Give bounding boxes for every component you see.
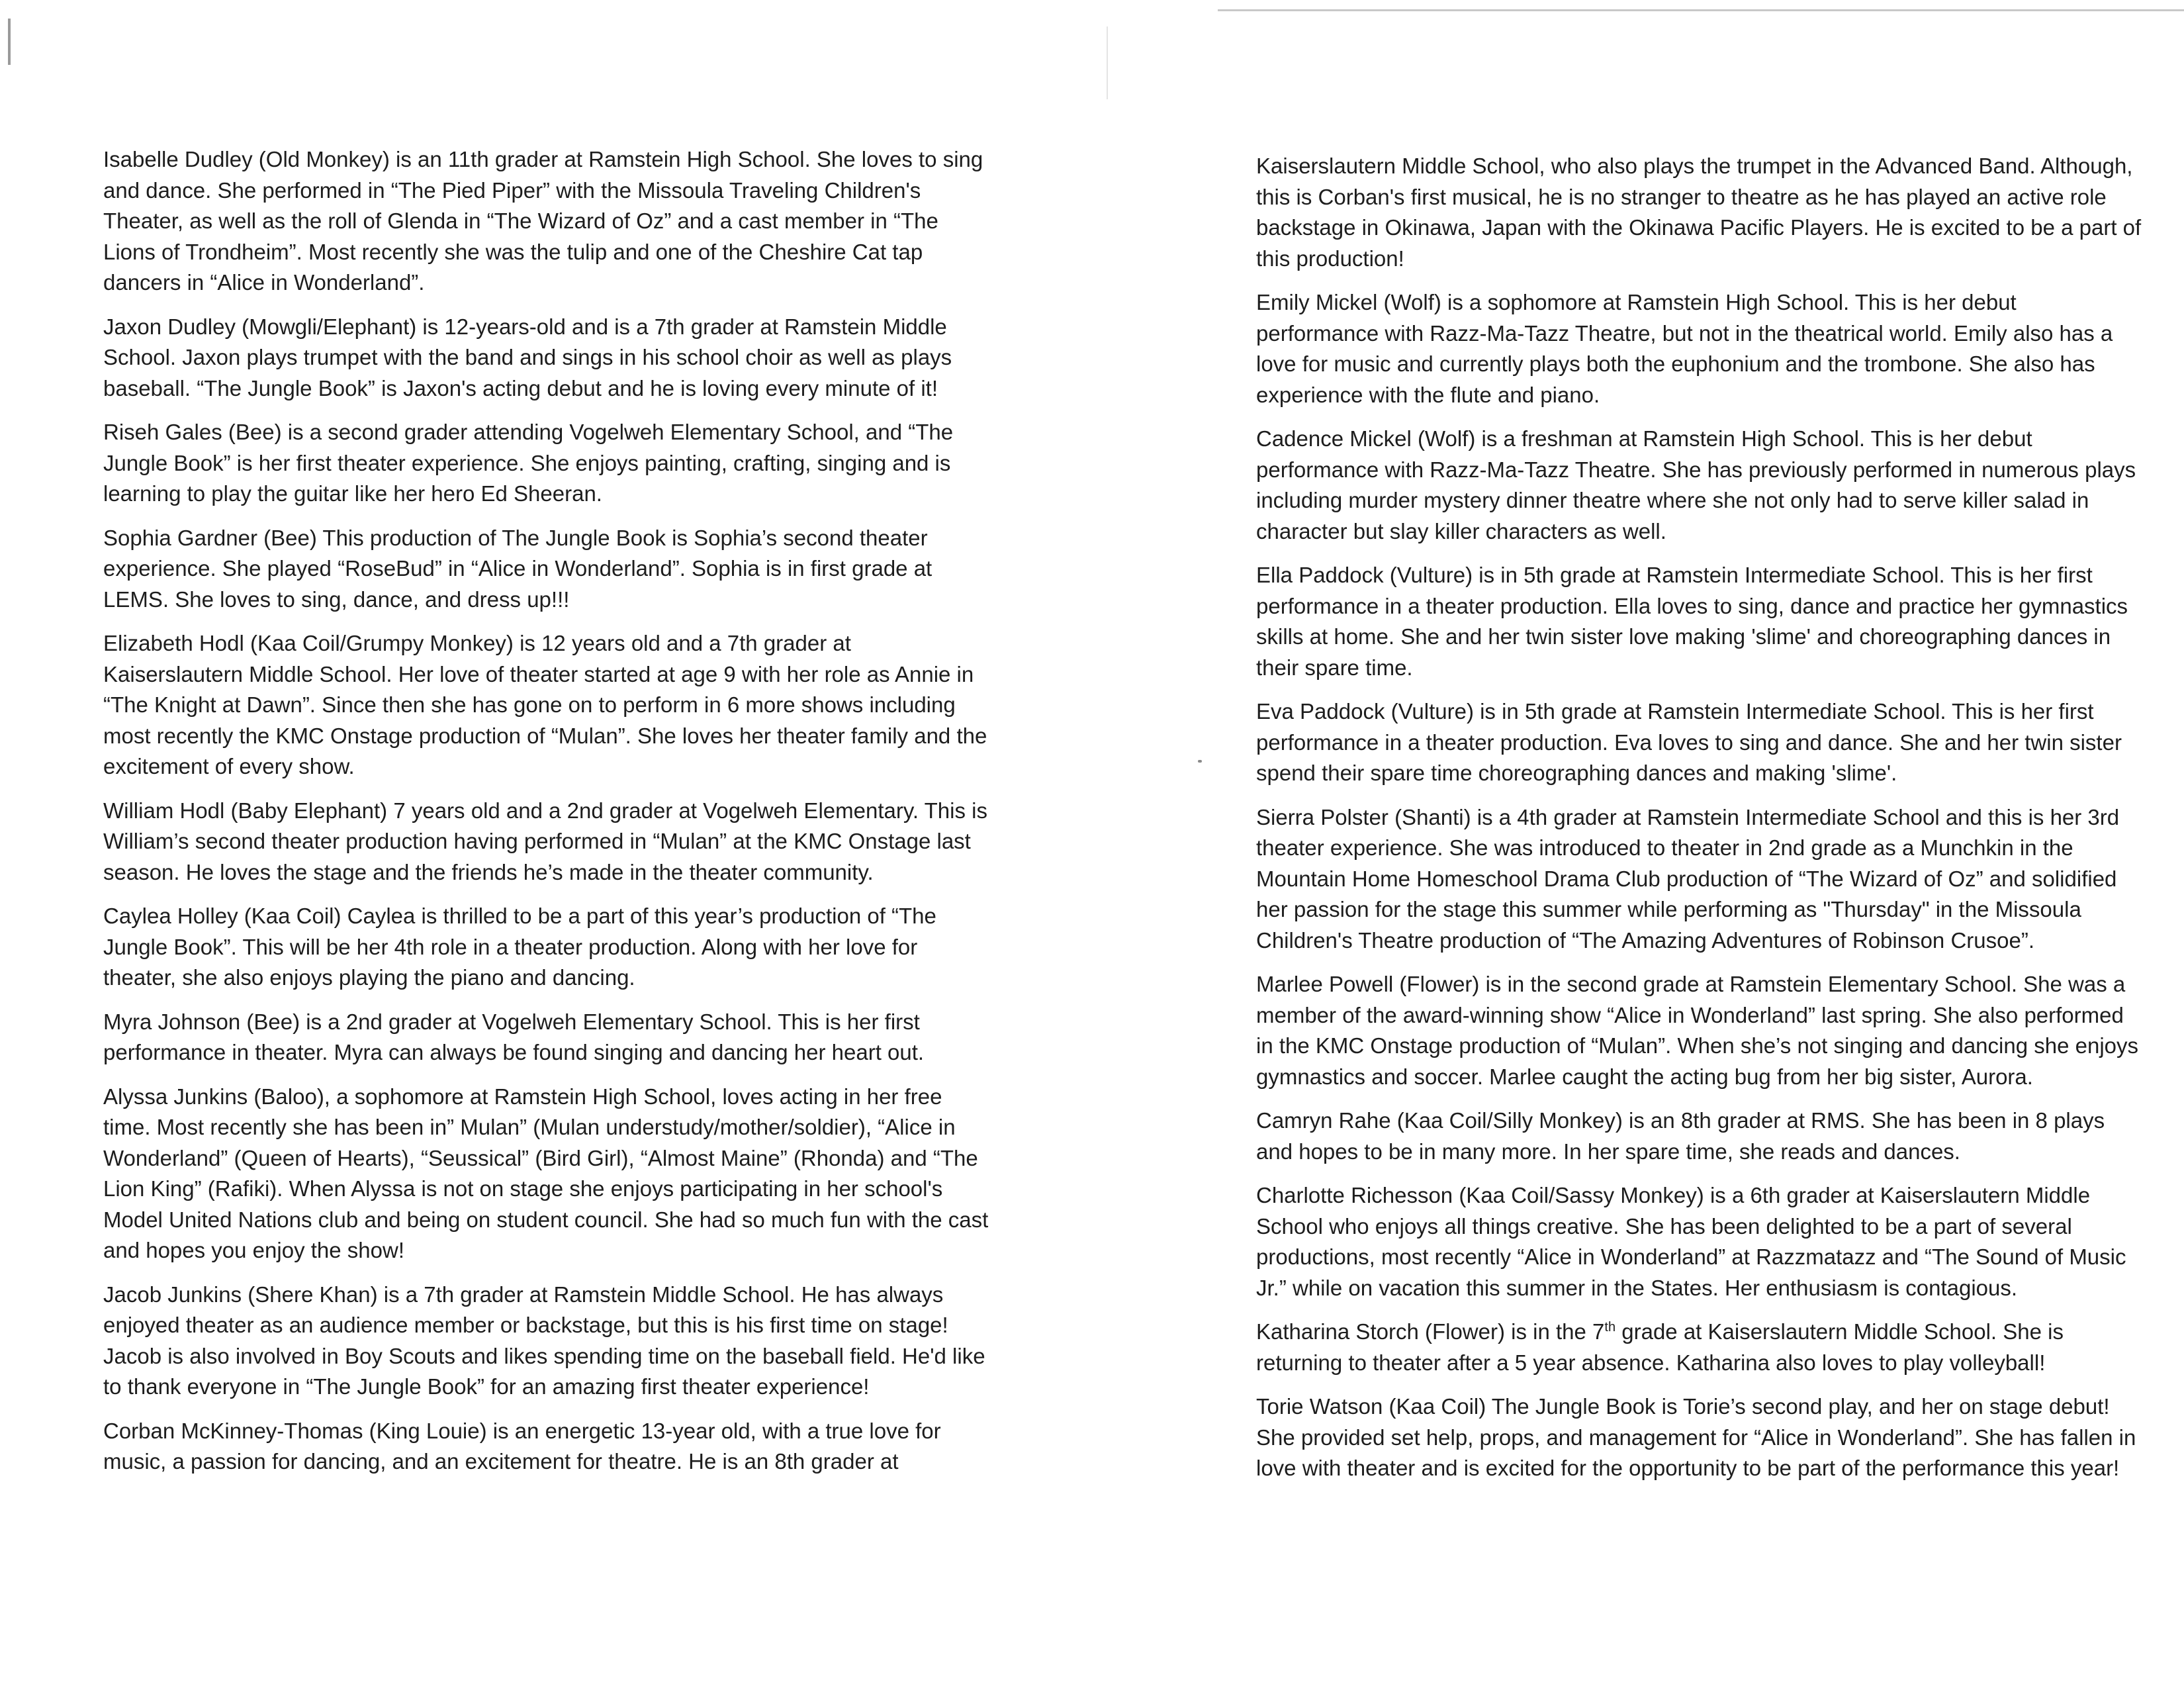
bio-jacob-junkins: Jacob Junkins (Shere Khan) is a 7th grader at Ramstein Middle School. He has always enjoyed theater as an audience member or backstage, but this is his first time on stage! Jacob is also involved in Boy Scouts and likes spending time on the baseball field. He'd like to thank everyone in “The Jungle Book” for an amazing first theater experience! — [103, 1282, 985, 1399]
bio-corban-continued: Kaiserslautern Middle School, who also plays the trumpet in the Advanced Band. Although, this is Corban's first musical, he is no stranger to theatre as he has played an active role backstage in Okinawa, Japan with the Okinawa Pacific Players. He is excited to be a part of this production! — [1256, 154, 2142, 271]
left-column — [103, 144, 990, 1491]
right-column — [1256, 151, 2143, 1497]
bio-cadence-mickel: Cadence Mickel (Wolf) is a freshman at Ramstein High School. This is her debut performance with Razz-Ma-Tazz Theatre. She has previously performed in numerous plays including murder mystery dinner theatre where she not only had to serve killer salad in character but slay killer characters as well. — [1256, 426, 2136, 543]
bio-torie-watson: Torie Watson (Kaa Coil) The Jungle Book is Torie’s second play, and her on stage debut! She provided set help, props, and management for “Alice in Wonderland”. She has fallen in love with theater and is excited for the opportunity to be part of the performance this year! — [1256, 1394, 2136, 1480]
bio-sierra-polster: Sierra Polster (Shanti) is a 4th grader at Ramstein Intermediate School and this is her 3rd theater experience. She was introduced to theater in 2nd grade as a Munchkin in the Mountain Home Homeschool Drama Club production of “The Wizard of Oz” and solidified her passion for the stage this summer while performing as "Thursday" in the Missoula Children's Theatre production of “The Amazing Adventures of Robinson Crusoe”. — [1256, 804, 2120, 953]
bio-ella-paddock: Ella Paddock (Vulture) is in 5th grade at Ramstein Intermediate School. This is her first performance in a theater production. Ella loves to sing, dance and practice her gymnastics skills at home. She and her twin sister love making 'slime' and choreographing dances in their spare time. — [1256, 563, 2128, 680]
bio-jaxon-dudley: Jaxon Dudley (Mowgli/Elephant) is 12-years-old and is a 7th grader at Ramstein Middle School. Jaxon plays trumpet with the band and sings in his school choir as well as plays baseball. “The Jungle Book” is Jaxon's acting debut and he is loving every minute of it! — [103, 314, 952, 400]
scan-speck — [1198, 760, 1202, 763]
page-fold-line — [1107, 26, 1108, 99]
bio-camryn-rahe: Camryn Rahe (Kaa Coil/Silly Monkey) is an 8th grader at RMS. She has been in 8 plays and hopes to be in many more. In her spare time, she reads and dances. — [1256, 1108, 2105, 1164]
scan-mark — [8, 19, 11, 65]
scan-edge-line — [1218, 9, 2184, 11]
bio-alyssa-junkins: Alyssa Junkins (Baloo), a sophomore at Ramstein High School, loves acting in her free time. Most recently she has been in” Mulan” (Mulan understudy/mother/soldier), “Alice in Wonderland” (Queen of Hearts), “Seussical” (Bird Girl), “Almost Maine” (Rhonda) and “The Lion King” (Rafiki). When Alyssa is not on stage she enjoys participating in her school's Model United Nations club and being on student council. She had so much fun with the cast and hopes you enjoy the show! — [103, 1084, 989, 1262]
bio-marlee-powell: Marlee Powell (Flower) is in the second grade at Ramstein Elementary School. She was a member of the award-winning show “Alice in Wonderland” last spring. She also performed in the KMC Onstage production of “Mulan”. When she’s not singing and dancing she enjoys gymnastics and soccer. Marlee caught the acting bug from her big sister, Aurora. — [1256, 972, 2139, 1089]
bio-sophia-gardner: Sophia Gardner (Bee) This production of The Jungle Book is Sophia’s second theater experience. She played “RoseBud” in “Alice in Wonderland”. Sophia is in first grade at LEMS. She loves to sing, dance, and dress up!!! — [103, 525, 933, 612]
bio-charlotte-richesson: Charlotte Richesson (Kaa Coil/Sassy Monkey) is a 6th grader at Kaiserslautern Middle School who enjoys all things creative. She has been delighted to be a part of several productions, most recently “Alice in Wonderland” at Razzmatazz and “The Sound of Music Jr.” while on vacation this summer in the States. Her enthusiasm is contagious. — [1256, 1183, 2126, 1300]
bio-riseh-gales: Riseh Gales (Bee) is a second grader attending Vogelweh Elementary School, and “The Jungle Book” is her first theater experience. She enjoys painting, crafting, singing and is learning to play the guitar like her hero Ed Sheeran. — [103, 420, 954, 506]
bio-corban-mckinney-thomas: Corban McKinney-Thomas (King Louie) is an energetic 13-year old, with a true love for music, a passion for dancing, and an excitement for theatre. He is an 8th grader at — [103, 1418, 941, 1474]
storch-ordinal-suffix: th — [1604, 1320, 1616, 1335]
bio-katharina-storch — [1256, 1317, 2143, 1378]
bio-elizabeth-hodl: Elizabeth Hodl (Kaa Coil/Grumpy Monkey) is 12 years old and a 7th grader at Kaiserslautern Middle School. Her love of theater started at age 9 with her role as Annie in “The Knight at Dawn”. Since then she has gone on to perform in 6 more shows including most recently the KMC Onstage production of “Mulan”. She loves her theater family and the excitement of every show. — [103, 631, 987, 778]
storch-text-end: grade at Kaiserslautern Middle School. She is returning to theater after a 5 year absence. Katharina also loves to play volleyball! — [1256, 1319, 2064, 1375]
bio-emily-mickel: Emily Mickel (Wolf) is a sophomore at Ramstein High School. This is her debut performance with Razz-Ma-Tazz Theatre, but not in the theatrical world. Emily also has a love for music and currently plays both the euphonium and the trombone. She also has experience with the flute and piano. — [1256, 290, 2113, 407]
bio-myra-johnson: Myra Johnson (Bee) is a 2nd grader at Vogelweh Elementary School. This is her first performance in theater. Myra can always be found singing and dancing her heart out. — [103, 1009, 925, 1064]
bio-william-hodl: William Hodl (Baby Elephant) 7 years old and a 2nd grader at Vogelweh Elementary. This is William’s second theater production having performed in “Mulan” at the KMC Onstage last season. He loves the stage and the friends he’s made in the theater community. — [103, 798, 987, 884]
bio-isabelle-dudley: Isabelle Dudley (Old Monkey) is an 11th grader at Ramstein High School. She loves to sing and dance. She performed in “The Pied Piper” with the Missoula Traveling Children's Theater, as well as the roll of Glenda in “The Wizard of Oz” and a cast member in “The Lions of Trondheim”. Most recently she was the tulip and one of the Cheshire Cat tap dancers in “Alice in Wonderland”. — [103, 147, 983, 295]
bio-caylea-holley: Caylea Holley (Kaa Coil) Caylea is thrilled to be a part of this year’s production of “The Jungle Book”. This will be her 4th role in a theater production. Along with her love for theater, she also enjoys playing the piano and dancing. — [103, 904, 936, 990]
storch-text-start: Katharina Storch (Flower) is in the 7 — [1256, 1319, 1605, 1344]
bio-eva-paddock: Eva Paddock (Vulture) is in 5th grade at Ramstein Intermediate School. This is her first performance in a theater production. Eva loves to sing and dance. She and her twin sister spend their spare time choreographing dances and making 'slime'. — [1256, 699, 2122, 785]
